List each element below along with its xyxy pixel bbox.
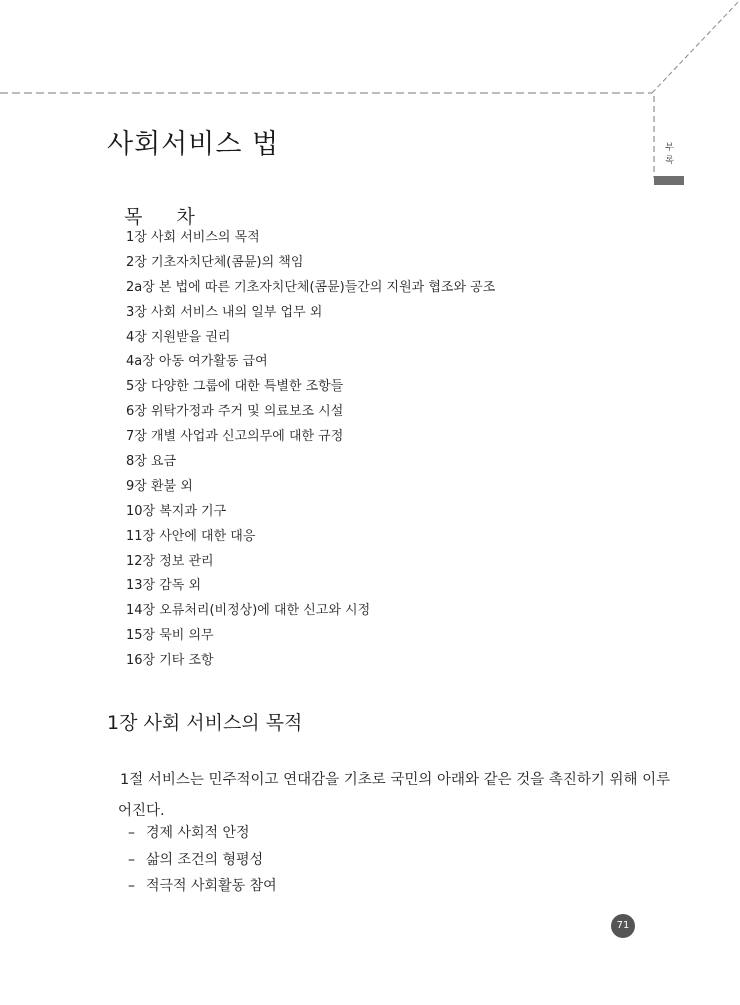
section-title: 1장 사회 서비스의 목적 <box>107 712 303 734</box>
toc-item: 2a장 본 법에 따른 기초자치단체(콤뮨)들간의 지원과 협조와 공조 <box>126 279 496 295</box>
toc-item: 12장 정보 관리 <box>126 553 214 569</box>
bullet-list <box>128 820 277 900</box>
table-of-contents <box>126 226 495 674</box>
page-title: 사회서비스 법 <box>107 129 280 160</box>
list-item <box>128 820 277 847</box>
toc-item: 2장 기초자치단체(콤뮨)의 책임 <box>126 254 304 270</box>
corner-diagonal-line <box>652 0 740 93</box>
toc-item: 16장 기타 조항 <box>126 653 214 669</box>
list-item <box>128 847 277 874</box>
side-tab-line-2: 록 <box>665 156 674 166</box>
bullet-dash: – <box>128 825 135 841</box>
page-number-badge: 71 <box>611 914 635 938</box>
toc-item: 8장 요금 <box>126 454 177 470</box>
toc-item: 1장 사회 서비스의 목적 <box>126 230 260 245</box>
side-tab-label <box>655 142 684 168</box>
toc-item: 15장 묵비 의무 <box>126 628 214 644</box>
list-item <box>128 873 277 900</box>
toc-item: 4장 지원받을 권리 <box>126 329 231 345</box>
toc-item: 4a장 아동 여가활동 급여 <box>126 354 268 370</box>
toc-item: 3장 사회 서비스 내의 일부 업무 외 <box>126 304 323 320</box>
toc-item: 14장 오류처리(비정상)에 대한 신고와 시정 <box>126 603 371 619</box>
side-tab-bar <box>654 176 684 185</box>
toc-heading: 목 차 <box>124 206 209 228</box>
toc-item: 5장 다양한 그룹에 대한 특별한 조항들 <box>126 379 344 395</box>
toc-item: 10장 복지과 기구 <box>126 503 227 519</box>
toc-item: 7장 개별 사업과 신고의무에 대한 규정 <box>126 429 344 445</box>
bullet-dash: – <box>128 851 135 868</box>
bullet-dash: – <box>128 878 135 894</box>
bullet-text: 삶의 조건의 형평성 <box>146 851 264 868</box>
toc-item: 13장 감독 외 <box>126 578 202 594</box>
toc-item: 6장 위탁가정과 주거 및 의료보조 시설 <box>126 404 344 420</box>
bullet-text: 적극적 사회활동 참여 <box>146 878 277 894</box>
toc-item: 11장 사안에 대한 대응 <box>126 528 256 544</box>
section-paragraph: 1절 서비스는 민주적이고 연대감을 기초로 국민의 아래와 같은 것을 촉진하기 위해 이루어진다. <box>118 772 671 819</box>
side-tab-line-1: 부 <box>665 143 674 153</box>
toc-item: 9장 환불 외 <box>126 478 193 494</box>
bullet-text: 경제 사회적 안정 <box>146 825 250 841</box>
